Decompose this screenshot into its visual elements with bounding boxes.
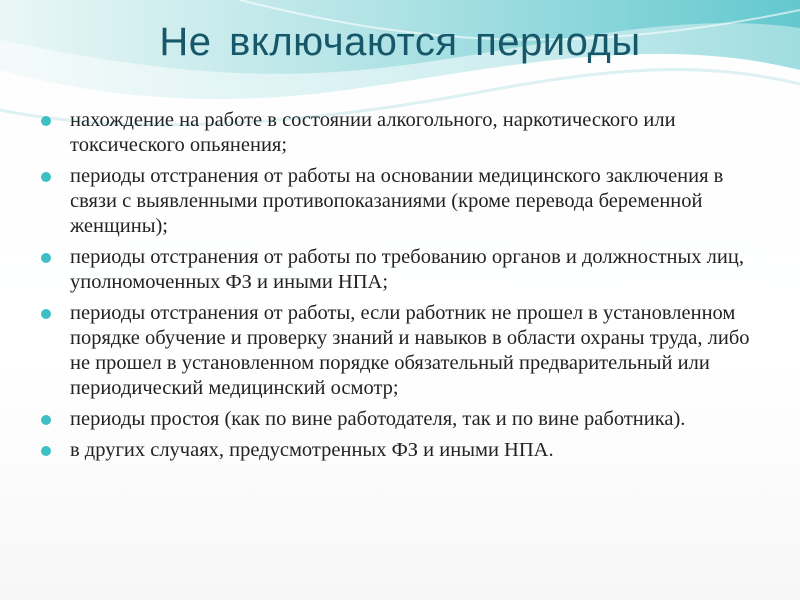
bullet-dot-icon: [41, 415, 51, 425]
bullet-dot-icon: [41, 309, 51, 319]
bullet-list: [38, 108, 768, 469]
bullet-dot-icon: [41, 172, 51, 182]
list-item-text: периоды простоя (как по вине работодателя, так и по вине работника).: [70, 408, 686, 430]
list-item: [38, 407, 768, 432]
list-item-text: нахождение на работе в состоянии алкогольного, наркотического или токсического опьянения;: [70, 109, 676, 156]
list-item-text: в других случаях, предусмотренных ФЗ и иными НПА.: [70, 439, 554, 461]
list-item-text: периоды отстранения от работы по требованию органов и должностных лиц, уполномоченных ФЗ и иными НПА;: [70, 246, 744, 293]
list-item-text: периоды отстранения от работы на основании медицинского заключения в связи с выявленными противопоказаниями (кроме перевода беременной женщины);: [70, 165, 724, 237]
bullet-dot-icon: [41, 446, 51, 456]
list-item: [38, 438, 768, 463]
list-item: [38, 108, 768, 158]
bullet-dot-icon: [41, 253, 51, 263]
slide-title: Не включаются периоды: [159, 20, 641, 64]
list-item: [38, 245, 768, 295]
list-item-text: периоды отстранения от работы, если работник не прошел в установленном порядке обучение и проверку знаний и навыков в области охраны труда, либо не прошел в установленном порядке обязательный предварительный или периодический медицинский осмотр;: [70, 302, 750, 399]
list-item: [38, 301, 768, 401]
list-item: [38, 164, 768, 239]
bullet-dot-icon: [41, 116, 51, 126]
